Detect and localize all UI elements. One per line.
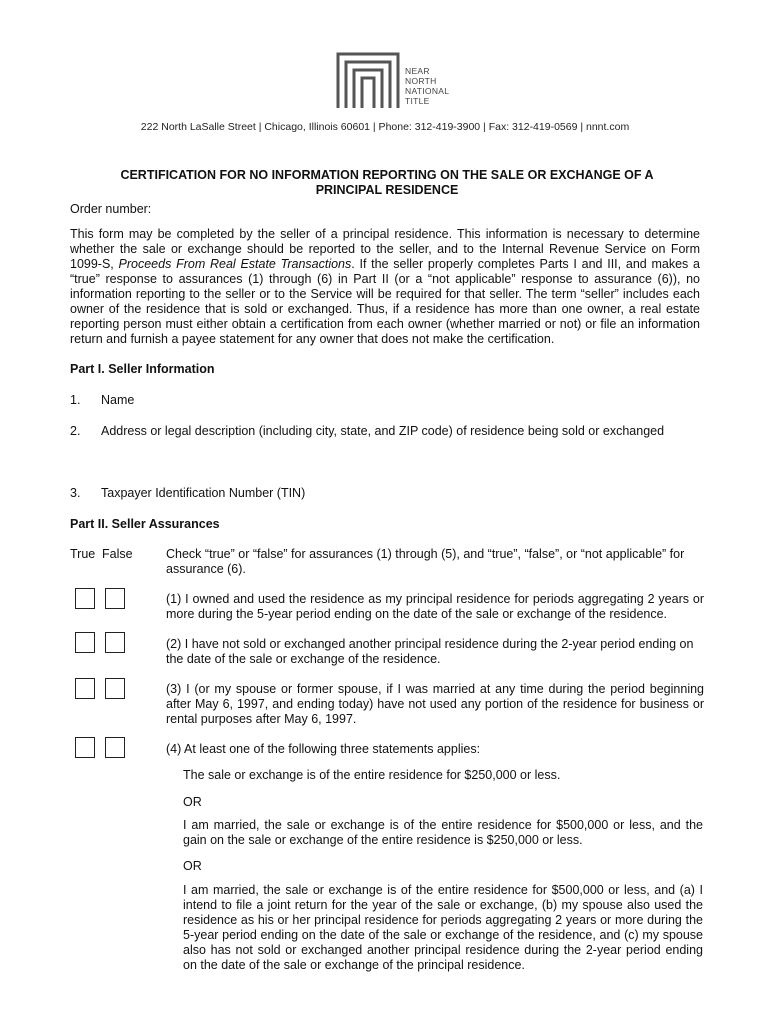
name-field-label: Name [101,393,135,407]
assurance-1-false-checkbox[interactable] [105,588,125,609]
company-logo [336,52,400,108]
assurance-4-true-checkbox[interactable] [75,737,95,758]
part2-heading: Part II. Seller Assurances [70,517,220,531]
assurance-2-text: (2) I have not sold or exchanged another principal residence during the 2-year period ending on the date of the sale or exchange of the residence. [166,637,694,666]
intro-paragraph: This form may be completed by the seller of a principal residence. This information is necessary to determine whether the sale or exchange should be reported to the seller, and to the Internal Revenue Service on Form 1099-S, Proceeds From Real Estate Transactions. If the seller properly completes Parts I and III, and makes a “true” response to assurances (1) through (6) in Part II (or a “not applicable” response to assurance (6)), no information reporting to the seller or to the Service will be required for that seller. The term “seller” includes each owner of the residence that is sold or exchanged. Thus, if a residence has more than one owner, a real estate reporting person must either obtain a certification from each owner (whether married or not) or file an information return and furnish a payee statement for any owner that does not make the certification. [70,227,700,346]
assurance-instruction: Check “true” or “false” for assurances (1) through (5), and “true”, “false”, or “not applicable” for assurance (6). [166,547,685,576]
statement-or-2: OR [183,859,202,873]
logo-mark-icon [336,52,400,108]
address-field-label: Address or legal description (including city, state, and ZIP code) of residence being sold or exchanged [101,424,665,438]
tin-field-label: Taxpayer Identification Number (TIN) [101,486,306,500]
assurance-1-text: (1) I owned and used the residence as my principal residence for periods aggregating 2 years or more during the 5-year period ending on the date of the sale or exchange of the residence. [166,592,704,621]
assurance-3-text: (3) I (or my spouse or former spouse, if I was married at any time during the period beginning after May 6, 1997, and ending today) have not used any portion of the residence for business or rental purposes after May 6, 1997. [166,682,704,726]
assurance-4-false-checkbox[interactable] [105,737,125,758]
assurance-3-false-checkbox[interactable] [105,678,125,699]
assurance-4-text: (4) At least one of the following three statements applies: [166,742,481,756]
statement-or-1: OR [183,795,202,809]
order-number-label: Order number: [70,202,152,216]
assurance-3-true-checkbox[interactable] [75,678,95,699]
statement-3: I am married, the sale or exchange is of the entire residence for $500,000 or less, and (a) I intend to file a joint return for the year of the sale or exchange, (b) my spouse also used the residence as his or her principal residence for periods aggregating 2 years or more during the 5-year period ending on the date of the sale or exchange of the residence, and (c) my spouse also has not sold or exchanged another principal residence during the 2-year period ending on the date of the sale or exchange of the principal residence. [183,883,703,972]
true-column-header: True [70,547,96,561]
page-title: CERTIFICATION FOR NO INFORMATION REPORTING ON THE SALE OR EXCHANGE OF A PRINCIPAL RESIDENCE [120,168,654,197]
false-column-header: False [102,547,133,561]
assurance-2-false-checkbox[interactable] [105,632,125,653]
company-address: 222 North LaSalle Street | Chicago, Illinois 60601 | Phone: 312-419-3900 | Fax: 312-419-0569 | nnnt.com [140,121,630,133]
part1-heading: Part I. Seller Information [70,362,215,376]
assurance-2-true-checkbox[interactable] [75,632,95,653]
statement-1: The sale or exchange is of the entire residence for $250,000 or less. [183,768,561,782]
statement-2: I am married, the sale or exchange is of the entire residence for $500,000 or less, and the gain on the sale or exchange of the entire residence is $250,000 or less. [183,818,703,847]
part1-item-number: 3. [70,486,81,500]
assurance-1-true-checkbox[interactable] [75,588,95,609]
part1-item-number: 1. [70,393,81,407]
company-name: NEAR NORTH NATIONAL TITLE [405,66,450,106]
part1-item-number: 2. [70,424,81,438]
